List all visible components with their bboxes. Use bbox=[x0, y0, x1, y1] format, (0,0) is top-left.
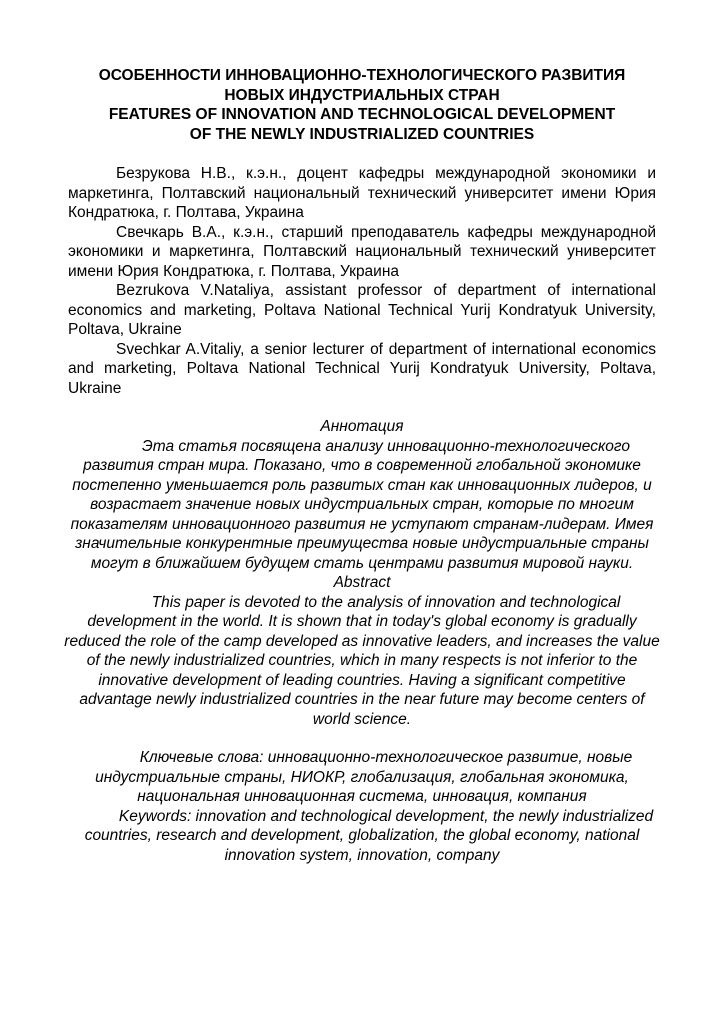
title-en-line1: FEATURES OF INNOVATION AND TECHNOLOGICAL DEVELOPMENT bbox=[108, 106, 616, 123]
document-page bbox=[64, 66, 660, 865]
author-ru-svechkar: Свечкарь В.А., к.э.н., старший преподаватель кафедры международной экономики и маркетинга, Полтавский национальный технический университет имени Юрия Кондратюка, г. Полтава, Украина bbox=[68, 223, 656, 280]
title-block bbox=[68, 66, 656, 144]
title-en-line2: OF THE NEWLY INDUSTRIALIZED COUNTRIES bbox=[189, 125, 535, 143]
keywords-en: Keywords: innovation and technological development, the newly industrialized countries, research and development, globalization, the global economy, national innovation system, innovation, company bbox=[84, 807, 654, 864]
abstract-text-en: This paper is devoted to the analysis of innovation and technological development in the world. It is shown that in today's global economy is gradually reduced the role of the camp developed as innovative leaders, and increases the value of the newly industrialized countries, which in many respects is not inferior to the innovative development of leading countries. Having a significant competitive advantage newly industrialized countries in the near future may become centers of world science. bbox=[64, 593, 660, 728]
authors-block bbox=[68, 164, 656, 398]
annotation-text-ru: Эта статья посвящена анализу инновационно-технологического развития стран мира. Показано, что в современной глобальной экономике постепенно уменьшается роль развитых стан как инновационных лидеров, и возрастает значение новых индустриальных стран, которые по многим показателям инновационного развития не уступают странам-лидерам. Имея значительные конкурентные преимущества новые индустриальные страны могут в ближайшем будущем стать центрами развития мировой науки. bbox=[70, 437, 654, 572]
title-ru-line1: ОСОБЕННОСТИ ИННОВАЦИОННО-ТЕХНОЛОГИЧЕСКОГО РАЗВИТИЯ bbox=[98, 67, 626, 84]
author-ru-bezrukova: Безрукова Н.В., к.э.н., доцент кафедры международной экономики и маркетинга, Полтавский национальный технический университет имени Юрия Кондратюка, г. Полтава, Украина bbox=[68, 165, 656, 221]
keywords-ru: Ключевые слова: инновационно-технологическое развитие, новые индустриальные страны, НИОКР, глобализация, глобальная экономика, национальная инновационная система, инновация, компания bbox=[95, 749, 633, 805]
title-ru-line2: НОВЫХ ИНДУСТРИАЛЬНЫХ СТРАН bbox=[224, 86, 500, 104]
annotation-block bbox=[64, 417, 660, 729]
annotation-heading-ru: Аннотация bbox=[320, 418, 404, 435]
abstract-heading-en: Abstract bbox=[333, 574, 391, 591]
keywords-block bbox=[68, 748, 656, 865]
author-en-svechkar: Svechkar A.Vitaliy, a senior lecturer of department of international economics and marketing, Poltava National Technical Yurij Kondratyuk University, Poltava, Ukraine bbox=[68, 340, 656, 397]
author-en-bezrukova: Bezrukova V.Nataliya, assistant professor of department of international economics and marketing, Poltava National Technical Yurij Kondratyuk University, Poltava, Ukraine bbox=[68, 282, 656, 338]
